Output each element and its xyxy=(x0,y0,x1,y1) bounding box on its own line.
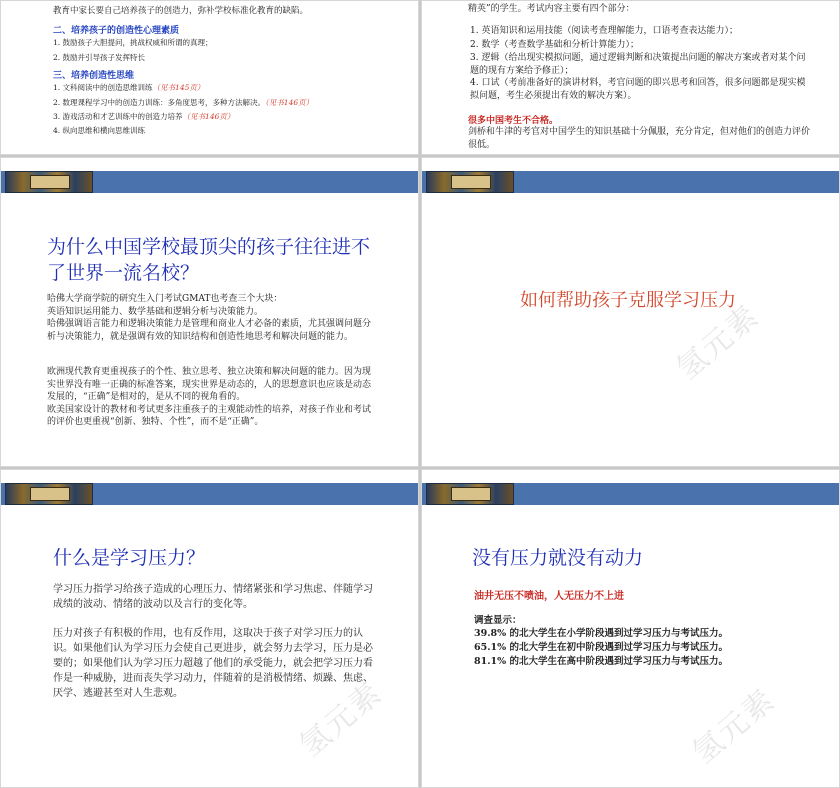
item-text: 2. 数理课程学习中的创造力训练：多角度思考，多种方法解决。 xyxy=(53,98,266,107)
slide1-item-2-1: 1. 鼓励孩子大胆提问，挑战权威和所谓的真理； xyxy=(53,38,213,47)
item-text: 3. 游戏活动和才艺训练中的创造力培养 xyxy=(53,112,183,121)
slide6-title: 没有压力就没有动力 xyxy=(472,547,644,569)
slide2-red-heading: 很多中国考生不合格。 xyxy=(468,116,559,126)
slide-banner xyxy=(422,171,839,193)
banner-plaque-image xyxy=(5,171,93,193)
slide2-item-4: 4. 口试（考前准备好的演讲材料，考官问题的即兴思考和回答，很多问题都是现实模拟问题，考生必须提出有效的解决方案）。 xyxy=(470,78,806,101)
slide4-title: 如何帮助孩子克服学习压力 xyxy=(520,290,736,311)
slide-oxbridge-exam xyxy=(421,0,840,155)
slide-banner xyxy=(1,483,418,505)
slide2-item-3: 3. 逻辑（给出现实模拟问题，通过逻辑判断和决策提出问题的解决方案或者对某个问题的现有方案给予修正）； xyxy=(470,53,806,76)
slide1-item-3-3 xyxy=(53,111,234,123)
banner-plaque-image xyxy=(426,483,514,505)
watermark-logo: 氢元素 xyxy=(670,298,767,387)
watermark-logo: 氢元素 xyxy=(293,675,390,764)
slide-no-pressure-no-motivation xyxy=(421,469,840,788)
page-ref-note: （见书145页） xyxy=(152,83,205,92)
plaque-icon xyxy=(30,175,70,189)
banner-plaque-image xyxy=(426,171,514,193)
plaque-icon xyxy=(451,175,491,189)
slide2-intro: 精英”的学生。考试内容主要有四个部分： xyxy=(468,4,635,14)
slide5-para1: 学习压力指学习给孩子造成的心理压力、情绪紧张和学习焦虑、伴随学习成绩的波动、情绪的波动以及言行的变化等。 xyxy=(53,584,373,610)
slide6-subtitle: 油井无压不喷油，人无压力不上进 xyxy=(474,591,624,602)
survey-label: 调查显示： xyxy=(474,615,522,626)
survey-line-3: 81.1% 的北大学生在高中阶段遇到过学习压力与考试压力。 xyxy=(474,656,728,667)
plaque-icon xyxy=(451,487,491,501)
slide1-item-3-4 xyxy=(53,125,145,137)
slide1-heading-2: 二、培养孩子的创造性心理素质 xyxy=(53,26,180,36)
slide1-item-3-2 xyxy=(53,97,313,109)
slide-what-is-pressure xyxy=(0,469,419,788)
slide-overcome-pressure xyxy=(421,157,840,467)
page-ref-note: （见书146页） xyxy=(265,98,314,107)
slide1-heading-3: 三、培养创造性思维 xyxy=(53,71,135,81)
slide1-item-3-1 xyxy=(53,82,204,94)
slide2-item-1: 1. 英语知识和运用技能（阅读考查理解能力，口语考查表达能力）； xyxy=(470,26,738,36)
survey-line-1: 39.8% 的北大学生在小学阶段遇到过学习压力与考试压力。 xyxy=(474,628,728,639)
slide-creativity xyxy=(0,0,419,155)
slide2-item-2: 2. 数学（考查数学基础和分析计算能力）； xyxy=(470,40,639,50)
slide-banner xyxy=(422,483,839,505)
slide-why-top-students xyxy=(0,157,419,467)
slide2-closing: 剑桥和牛津的考官对中国学生的知识基础十分佩服，充分肯定，但对他们的创造力评价很低。 xyxy=(468,127,811,150)
slide-banner xyxy=(1,171,418,193)
slide5-title: 什么是学习压力？ xyxy=(53,547,206,569)
slide3-para2: 欧洲现代教育更重视孩子的个性、独立思考、独立决策和解决问题的能力。因为现实世界没有唯一正确的标准答案，现实世界是动态的，人的思想意识也应该是动态发展的，“正确”是相对的，是从不同的视角看的。 欧美国家设计的教材和考试更多注重孩子的主观能动性的培养，对孩子作业和考试的评价也更重视“创新、独特、个性”，而不是“正确”。 xyxy=(47,367,372,427)
survey-line-2: 65.1% 的北大学生在初中阶段遇到过学习压力与考试压力。 xyxy=(474,642,728,653)
plaque-icon xyxy=(30,487,70,501)
slide3-para1: 哈佛大学商学院的研究生入门考试GMAT也考查三个大块： 英语知识运用能力、数学基础和逻辑分析与决策能力。 哈佛强调语言能力和逻辑决策能力是管理和商业人才必备的素质，尤其强调问题分析与决策能力，就是强调有效的知识结构和创造性地思考和解决问题的能力。 xyxy=(47,294,372,342)
slide1-item-2-2: 2. 鼓励并引导孩子发挥特长 xyxy=(53,53,146,62)
page-ref-note: （见书146页） xyxy=(182,112,235,121)
watermark-logo: 氢元素 xyxy=(686,682,783,771)
slide1-intro: 教育中家长要自己培养孩子的创造力，弥补学校标准化教育的缺陷。 xyxy=(53,6,309,16)
slide3-title: 为什么中国学校最顶尖的孩子往往进不了世界一流名校？ xyxy=(47,236,371,284)
item-text: 1. 文科阅读中的创造思维训练 xyxy=(53,83,153,92)
slide5-para2: 压力对孩子有积极的作用，也有反作用，这取决于孩子对学习压力的认识。如果他们认为学习压力会使自己更进步，就会努力去学习，压力是必要的；如果他们认为学习压力超越了他们的承受能力，就会把学习压力看作是一种威胁，进而丧失学习动力，伴随着的是消极情绪、烦躁、焦虑、厌学、逃避甚至对人生悲观。 xyxy=(53,628,373,699)
banner-plaque-image xyxy=(5,483,93,505)
item-text: 4. 纵向思维和横向思维训练 xyxy=(53,126,146,135)
